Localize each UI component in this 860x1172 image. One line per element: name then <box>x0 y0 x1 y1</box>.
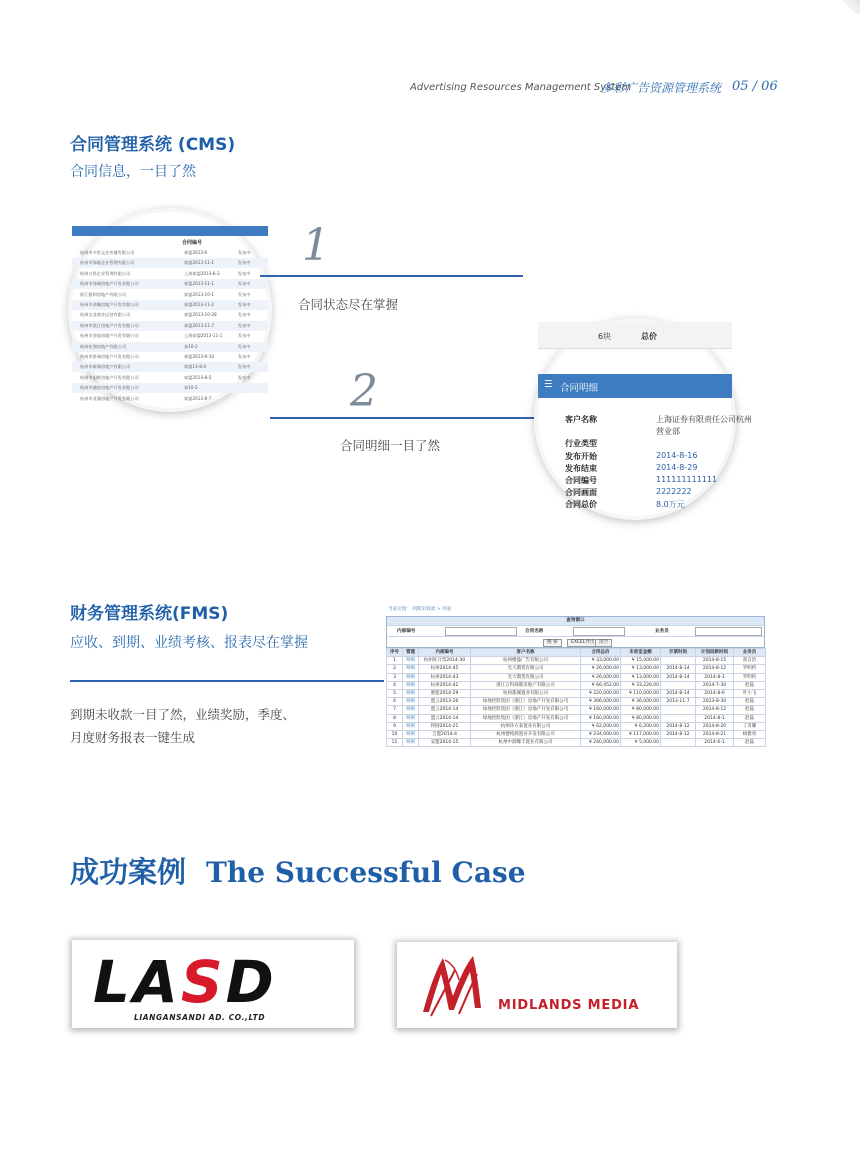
search-panel-title: 查询窗口 <box>387 617 764 625</box>
table-row <box>387 698 766 706</box>
code-input[interactable] <box>445 627 517 636</box>
detail-field-label: 行业类型 <box>565 439 597 449</box>
table-cell: ¥ 306,000.00 <box>581 698 621 706</box>
table-cell: 盟云2014-14 <box>419 714 471 722</box>
column-header[interactable]: 内部编号 <box>419 649 471 657</box>
search-buttons-row <box>387 636 764 647</box>
detail-header-title: 合同明细 <box>560 383 599 394</box>
table-cell: 赵磊 <box>734 739 766 747</box>
table-cell: 1 <box>387 657 403 665</box>
detail-top-row <box>538 322 732 349</box>
table-cell: 丁奇耀 <box>734 722 766 730</box>
list-item-client: 杭州市旭辉房地产开发有限公司 <box>80 374 139 380</box>
table-cell: ¥ 66,452.00 <box>581 681 621 689</box>
search-panel <box>386 616 765 648</box>
list-item-status: 发布中 <box>238 364 251 370</box>
list-item[interactable] <box>72 258 268 268</box>
detail-header-band <box>538 374 732 398</box>
fms-screenshot <box>384 604 765 774</box>
list-item-client: 杭州宝龙商业运营有限公司 <box>80 312 131 318</box>
table-cell: ¥ 160,000.00 <box>581 714 621 722</box>
table-cell: 2014-8-21 <box>696 730 734 738</box>
detail-link[interactable]: 明细 <box>403 706 419 714</box>
table-cell: 杭州旺开票2014-30 <box>419 657 471 665</box>
list-item[interactable] <box>72 290 268 300</box>
list-item-status: 发布中 <box>238 374 251 380</box>
list-header-bar <box>72 226 268 236</box>
list-item[interactable] <box>72 321 268 331</box>
detail-field-label: 合同画面 <box>565 488 597 498</box>
feature-1-rule <box>260 275 523 277</box>
table-cell: 吉盟2014-4 <box>419 730 471 738</box>
table-cell: 2014-8-12 <box>696 706 734 714</box>
table-cell: 杭州2014-42 <box>419 681 471 689</box>
table-cell: 叶小飞 <box>734 689 766 697</box>
table-cell: 绿地控股集团（浙江）房地产开发有限公司 <box>471 714 581 722</box>
list-item-client: 杭州市滨江房地产开发有限公司 <box>80 322 139 328</box>
table-cell: 得圆2014-21 <box>419 722 471 730</box>
table-cell <box>661 739 696 747</box>
table-row <box>387 681 766 689</box>
detail-field-label: 发布开始 <box>565 451 597 461</box>
feature-1-text: 合同状态尽在掌握 <box>298 297 399 312</box>
list-item-code: 上海泰盟2013-8-2 <box>184 270 220 276</box>
table-cell: 3 <box>387 673 403 681</box>
list-item-client: 杭州市绿地企业管理有限公司 <box>80 260 135 266</box>
list-item-status: 发布中 <box>238 291 251 297</box>
detail-link[interactable]: 明细 <box>403 657 419 665</box>
table-cell: 2014-8-1 <box>696 714 734 722</box>
search-fields-row <box>387 625 764 636</box>
clear-button[interactable]: 清空 <box>595 639 612 647</box>
table-cell: 2014-8-14 <box>661 673 696 681</box>
detail-link[interactable]: 明细 <box>403 714 419 722</box>
table-cell: ¥ 36,000.00 <box>621 698 661 706</box>
detail-field-value: 2222222 <box>656 487 692 497</box>
table-cell: ¥ 26,000.00 <box>581 665 621 673</box>
list-item-status: 发布中 <box>238 281 251 287</box>
cms-subtitle: 合同信息，一目了然 <box>70 164 196 180</box>
table-cell: ¥ 6,200.00 <box>621 722 661 730</box>
detail-link[interactable]: 明细 <box>403 689 419 697</box>
list-item-code: 泰盟2013-10-1 <box>184 291 215 297</box>
midlands-logo-card <box>397 942 677 1028</box>
lasd-logo-card <box>72 940 354 1028</box>
table-cell: 罗明约 <box>734 673 766 681</box>
list-item-code: 上海泰盟2013-11-1 <box>184 333 223 339</box>
column-header[interactable]: 计划回款时间 <box>696 649 734 657</box>
table-cell: ¥ 117,000.00 <box>621 730 661 738</box>
cms-zoom-contract-detail <box>538 322 752 516</box>
detail-link[interactable]: 明细 <box>403 673 419 681</box>
detail-count: 6块 <box>598 332 612 341</box>
table-cell: 9 <box>387 722 403 730</box>
detail-field-value: 2014-8-29 <box>656 462 698 472</box>
table-cell: 2 <box>387 665 403 673</box>
list-item-code: 泰盟2013-11-1 <box>184 260 215 266</box>
list-item[interactable] <box>72 352 268 362</box>
table-cell: 光大期货有限公司 <box>471 665 581 673</box>
header-system-cn: 多彩广告资源管理系统 <box>601 81 722 95</box>
list-item-status: 发布中 <box>238 322 251 328</box>
cases-title-cn: 成功案例 <box>70 855 187 889</box>
list-item[interactable] <box>72 310 268 320</box>
column-header[interactable]: 客户名称 <box>471 649 581 657</box>
table-cell: 赵磊 <box>734 681 766 689</box>
table-cell: 8 <box>387 714 403 722</box>
list-item-code: 泰盟2013-8-7 <box>184 395 212 401</box>
detail-link[interactable]: 明细 <box>403 722 419 730</box>
table-cell: 绿地控股集团（浙江）房地产开发有限公司 <box>471 706 581 714</box>
list-item[interactable] <box>72 373 268 383</box>
list-item-client: 杭州市绿城房地产开发有限公司 <box>80 281 139 287</box>
detail-link[interactable]: 明细 <box>403 698 419 706</box>
list-item-status: 发布中 <box>238 260 251 266</box>
table-cell: 绿地控股集团（浙江）房地产开发有限公司 <box>471 698 581 706</box>
list-item-status: 发布中 <box>238 250 251 255</box>
table-cell <box>661 706 696 714</box>
column-header[interactable]: 未收室金额 <box>621 649 661 657</box>
detail-total-label: 总价 <box>641 332 657 341</box>
table-cell: ¥ 15,000.00 <box>621 657 661 665</box>
sales-input[interactable] <box>695 627 762 636</box>
list-item[interactable] <box>72 248 268 258</box>
column-header[interactable]: 业务员 <box>734 649 766 657</box>
list-item-code: 泰盟2013-10-28 <box>184 312 217 318</box>
table-cell: 2014-6-1 <box>696 739 734 747</box>
list-item-status: 发布中 <box>238 354 251 359</box>
table-cell: 2014-8-15 <box>696 657 734 665</box>
table-cell: 盟云2014-14 <box>419 706 471 714</box>
breadcrumb: 当前位置： 到期未收款 > 列表 <box>388 607 452 612</box>
list-item[interactable] <box>72 279 268 289</box>
table-cell: 光大期货有限公司 <box>471 673 581 681</box>
table-cell: ¥ 5,000.00 <box>621 739 661 747</box>
cms-zoom-contract-list <box>72 212 268 408</box>
table-cell <box>661 681 696 689</box>
table-cell: ¥ 13,000.00 <box>621 665 661 673</box>
table-cell: 2014-8-20 <box>696 722 734 730</box>
list-item-client: 杭州宏润房地产有限公司 <box>80 343 127 349</box>
detail-field-value: 上海证券有限责任公司杭州 <box>656 415 752 424</box>
table-cell: 2014-8-12 <box>661 722 696 730</box>
table-cell <box>661 657 696 665</box>
table-cell: ¥ 234,000.00 <box>581 730 621 738</box>
fms-body-line1: 到期未收款一目了然，业绩奖励，季度、 <box>70 707 296 722</box>
table-cell: ¥ 110,000.00 <box>621 689 661 697</box>
list-item-client: 杭州市多彩文化传播有限公司 <box>80 250 135 255</box>
list-item-status: 发布中 <box>238 333 251 339</box>
column-header[interactable]: 管理 <box>403 649 419 657</box>
list-item-status: 发布中 <box>238 343 251 349</box>
detail-field-label: 客户名称 <box>565 415 597 424</box>
detail-field-label: 合同总价 <box>565 500 597 510</box>
table-cell: 杭州德纯源置业开发有限公司 <box>471 730 581 738</box>
detail-field-value: 营业部 <box>656 427 680 437</box>
sales-label: 业务员 <box>655 629 669 634</box>
table-cell: 杭州2014-43 <box>419 673 471 681</box>
table-cell: 赵磊 <box>734 706 766 714</box>
table-cell: 6 <box>387 698 403 706</box>
list-item-client: 杭州市新湖房地产有限公司 <box>80 364 131 370</box>
list-item[interactable] <box>72 362 268 372</box>
table-row <box>387 706 766 714</box>
list-item-status: 发布中 <box>238 270 251 276</box>
list-item-code: 泰盟2013-11-7 <box>184 322 215 328</box>
header-system-en: Advertising Resources Management System <box>410 82 632 93</box>
column-header[interactable]: 序号 <box>387 649 403 657</box>
table-row <box>387 665 766 673</box>
detail-link[interactable]: 明细 <box>403 665 419 673</box>
list-item-client: 杭州市融创房地产开发有限公司 <box>80 385 139 391</box>
list-item-status: 发布中 <box>238 302 251 307</box>
table-cell: ¥ 220,000.00 <box>581 689 621 697</box>
table-cell: 赵磊 <box>734 698 766 706</box>
table-cell: ¥ 26,000.00 <box>581 673 621 681</box>
list-item[interactable] <box>72 383 268 393</box>
table-cell: ¥ 240,000.00 <box>581 739 621 747</box>
table-cell: 杭州中润臻丰置业有限公司 <box>471 739 581 747</box>
table-row <box>387 722 766 730</box>
fms-title: 财务管理系统(FMS) <box>70 604 229 624</box>
list-item-client: 杭州万科企业管理有限公司 <box>80 270 131 276</box>
table-cell: 杭州环方泰置业有限公司 <box>471 722 581 730</box>
cms-title: 合同管理系统 (CMS) <box>70 135 236 155</box>
list-item-code: 泰10-2 <box>184 343 198 349</box>
list-item-client: 杭州市金地房地产开发有限公司 <box>80 333 139 339</box>
table-cell: 杭州都城置业有限公司 <box>471 689 581 697</box>
list-item-code: 泰盟2013-11-2 <box>184 302 215 307</box>
list-column-header: 合同编号 <box>182 240 203 246</box>
midlands-media-name: MIDLANDS MEDIA <box>498 998 640 1013</box>
table-cell: ¥ 33,000.00 <box>581 657 621 665</box>
fms-body-line2: 月度财务报表一键生成 <box>70 730 196 745</box>
table-cell: 2014-8-6 <box>696 689 734 697</box>
detail-field-value: 8.0万元 <box>656 500 685 510</box>
table-cell: 7 <box>387 706 403 714</box>
detail-field-label: 合同编号 <box>565 476 597 485</box>
table-cell: 2014-8-12 <box>661 730 696 738</box>
table-cell: 郑自治 <box>734 657 766 665</box>
feature-number-2: 2 <box>350 366 378 417</box>
code-label: 内部编号 <box>397 629 416 634</box>
name-input[interactable] <box>573 627 625 636</box>
list-item-client: 杭州市龙湖房地产开发有限公司 <box>80 395 139 401</box>
detail-field-value: 2014-8-16 <box>656 450 698 460</box>
detail-link[interactable]: 明细 <box>403 739 419 747</box>
table-row <box>387 673 766 681</box>
table-cell: ¥ 80,000.00 <box>621 706 661 714</box>
midlands-m-icon <box>419 950 497 1020</box>
list-item-status: 发布中 <box>238 312 251 318</box>
table-row <box>387 689 766 697</box>
fms-rule <box>70 680 384 682</box>
page-corner-fold <box>838 0 860 14</box>
table-cell: ¥ 62,000.00 <box>581 722 621 730</box>
detail-link[interactable]: 明细 <box>403 681 419 689</box>
fms-subtitle: 应收、到期、业绩考核、报表尽在掌握 <box>70 635 308 651</box>
list-item[interactable] <box>72 394 268 404</box>
table-cell: 5 <box>387 689 403 697</box>
feature-number-1: 1 <box>302 220 330 271</box>
table-cell: 2013-11-7 <box>661 698 696 706</box>
table-cell: ¥ 160,000.00 <box>581 706 621 714</box>
table-cell: 罗明约 <box>734 665 766 673</box>
menu-icon: ☰ <box>544 379 553 390</box>
table-cell: 2014-8-14 <box>661 689 696 697</box>
table-cell: 安盟2014-15 <box>419 739 471 747</box>
detail-field-value: 111111111111 <box>656 475 718 484</box>
feature-2-rule <box>270 417 542 419</box>
table-cell: 杭州楼盛广告有限公司 <box>471 657 581 665</box>
table-cell: 10 <box>387 730 403 738</box>
table-row <box>387 657 766 665</box>
table-cell: 2014-8-14 <box>661 665 696 673</box>
list-item-code: 泰盟13-8-4 <box>184 364 207 370</box>
column-header[interactable]: 开票时间 <box>661 649 696 657</box>
detail-field-label: 发布结束 <box>565 463 597 473</box>
table-cell <box>661 714 696 722</box>
list-item-code: 泰盟2013-11-1 <box>184 281 215 287</box>
excel-export-button[interactable]: EXCEL导出 <box>567 639 599 647</box>
table-cell: 2014-8-12 <box>696 665 734 673</box>
table-cell: 2013-8-30 <box>696 698 734 706</box>
table-cell: 盟云2013-26 <box>419 698 471 706</box>
list-item-code: 泰盟2013-6 <box>184 250 208 255</box>
table-row <box>387 714 766 722</box>
table-cell: 2014-7-30 <box>696 681 734 689</box>
table-cell: 港盟2014-29 <box>419 689 471 697</box>
table-cell: ¥ 33,226.00 <box>621 681 661 689</box>
table-cell: 4 <box>387 681 403 689</box>
feature-2-text: 合同明细一目了然 <box>340 438 441 453</box>
table-cell: 浙江万科商都房地产有限公司 <box>471 681 581 689</box>
list-item-client: 浙江雅和房地产有限公司 <box>80 291 127 297</box>
table-row <box>387 739 766 747</box>
list-item[interactable] <box>72 269 268 279</box>
detail-link[interactable]: 明细 <box>403 730 419 738</box>
table-cell: ¥ 80,000.00 <box>621 714 661 722</box>
table-cell: 11 <box>387 739 403 747</box>
table-row <box>387 730 766 738</box>
list-item[interactable] <box>72 331 268 341</box>
list-item-code: 泰盟2013-9-10 <box>184 354 215 359</box>
list-item[interactable] <box>72 300 268 310</box>
page-number: 05 / 06 <box>732 79 778 94</box>
lasd-logo: LASD <box>93 948 277 1016</box>
table-cell: 赵磊 <box>734 714 766 722</box>
list-item[interactable] <box>72 342 268 352</box>
lasd-company-name: LIANGANSANDI AD. CO.,LTD <box>134 1013 266 1022</box>
name-label: 合同名称 <box>525 629 544 634</box>
search-button[interactable]: 搜 索 <box>543 639 562 647</box>
column-header[interactable]: 合同总价 <box>581 649 621 657</box>
receivables-table <box>386 648 766 747</box>
table-cell: ¥ 13,000.00 <box>621 673 661 681</box>
table-cell: 2014-8-1 <box>696 673 734 681</box>
list-item-code: 泰盟2013-8-5 <box>184 374 212 380</box>
table-cell: 杭州2014-45 <box>419 665 471 673</box>
cases-title-en: The Successful Case <box>206 856 526 889</box>
list-item-code: 泰10-2 <box>184 385 198 391</box>
list-item-client: 杭州市金隅房地产开发有限公司 <box>80 302 139 307</box>
table-cell: 杨雅勇 <box>734 730 766 738</box>
list-item-client: 杭州市景瑞房地产开发有限公司 <box>80 354 139 359</box>
